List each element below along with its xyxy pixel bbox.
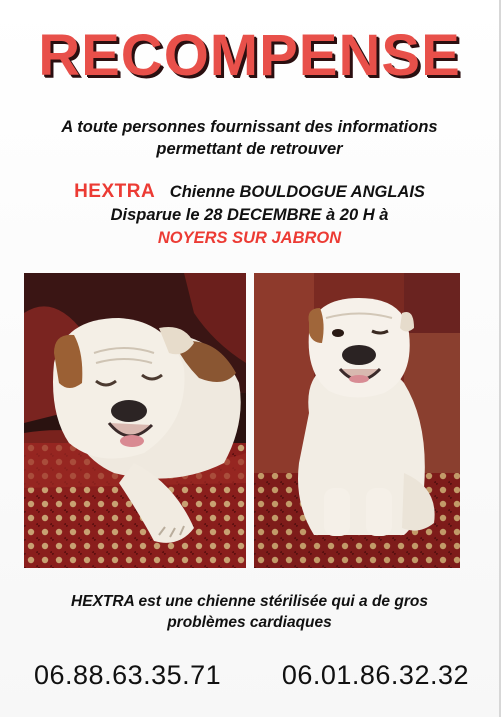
place-line: NOYERS SUR JABRON [157,229,342,247]
description-line-1: HEXTRA est une chienne stérilisée qui a de gros [71,593,428,610]
phone-number-2: 06.01.86.32.32 [281,660,469,690]
intro-line-2: permettant de retrouver [156,140,343,158]
description-line-2: problèmes cardiaques [167,614,332,631]
contact-phones [34,660,469,691]
reward-intro [20,116,479,160]
dog-kind: Chienne BOULDOGUE ANGLAIS [169,183,425,201]
dog-description [20,591,479,633]
dog-photo-sitting [254,273,460,568]
disappeared-line: Disparue le 28 DECEMBRE à 20 H à [110,206,389,224]
dog-name: HEXTRA [74,181,156,202]
dog-photo-lying [24,273,246,568]
dog-lying-illustration [24,273,246,568]
dog-info [20,180,479,250]
intro-line-1: A toute personnes fournissant des informations [61,118,438,136]
dog-sitting-illustration [254,273,460,568]
poster-title: RECOMPENSE [38,23,461,88]
dog-name-line [20,180,479,204]
phone-number-1: 06.88.63.35.71 [34,660,222,690]
